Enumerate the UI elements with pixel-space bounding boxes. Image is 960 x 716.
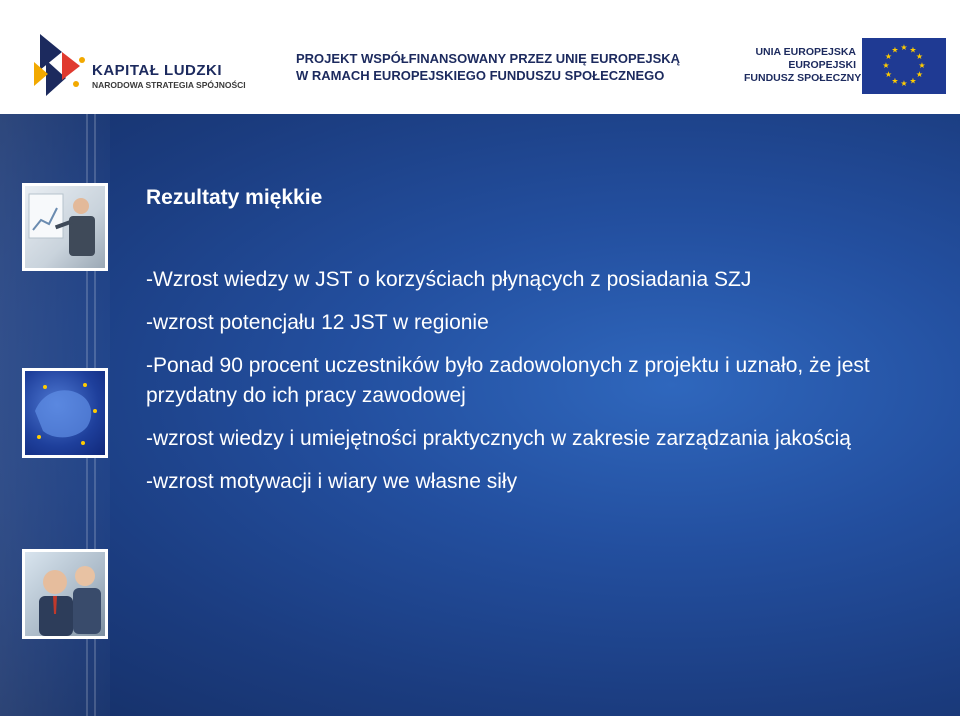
svg-text:★: ★ [918, 61, 926, 70]
kapital-ludzki-subtitle: NARODOWA STRATEGIA SPÓJNOŚCI [92, 80, 246, 90]
bullet-item: -wzrost motywacji i wiary we własne siły [146, 470, 518, 493]
kl-logo-graphic [32, 32, 92, 98]
project-cofinancing-text [296, 50, 680, 84]
eu-line-2: EUROPEJSKI [788, 59, 856, 71]
header-bar [0, 0, 960, 114]
svg-text:★: ★ [891, 76, 899, 86]
bullet-item: -wzrost potencjału 12 JST w regionie [146, 311, 489, 334]
kapital-ludzki-title: KAPITAŁ LUDZKI [92, 62, 223, 79]
bullet-item: -Ponad 90 procent uczestników było zadowolonych z projektu i uznało, że jest przydatny do ich pracy zawodowej [146, 354, 870, 407]
svg-text:★: ★ [915, 52, 924, 61]
eu-fund-text [744, 46, 862, 85]
svg-text:★: ★ [915, 70, 924, 79]
slide-content [146, 186, 936, 510]
bullet-item: -wzrost wiedzy i umiejętności praktycznych w zakresie zarządzania jakością [146, 427, 851, 450]
svg-text:★: ★ [900, 79, 908, 88]
svg-text:★: ★ [884, 70, 893, 79]
svg-text:★: ★ [882, 61, 890, 70]
eu-line-3: FUNDUSZ SPOŁECZNY [744, 72, 862, 84]
svg-text:★: ★ [900, 43, 908, 52]
svg-text:★: ★ [884, 52, 893, 61]
svg-text:★: ★ [891, 45, 899, 55]
europe-map-graphic [25, 371, 105, 455]
eu-line-1: UNIA EUROPEJSKA [755, 46, 856, 58]
svg-text:★: ★ [909, 76, 917, 86]
eu-flag-icon [862, 38, 946, 94]
business-people-photo [22, 549, 108, 639]
eu-stars-graphic [862, 38, 946, 94]
presenter-photo [22, 183, 108, 271]
europe-map-photo [22, 368, 108, 458]
slide-title: Rezultaty miękkie [146, 186, 323, 209]
presenter-graphic [25, 186, 105, 268]
business-people-graphic [25, 552, 105, 636]
project-line-2: W RAMACH EUROPEJSKIEGO FUNDUSZU SPOŁECZNEGO [296, 68, 665, 83]
svg-text:★: ★ [909, 45, 917, 55]
bullet-item: -Wzrost wiedzy w JST o korzyściach płynących z posiadania SZJ [146, 268, 752, 291]
project-line-1: PROJEKT WSPÓŁFINANSOWANY PRZEZ UNIĘ EUROPEJSKĄ [296, 51, 681, 66]
